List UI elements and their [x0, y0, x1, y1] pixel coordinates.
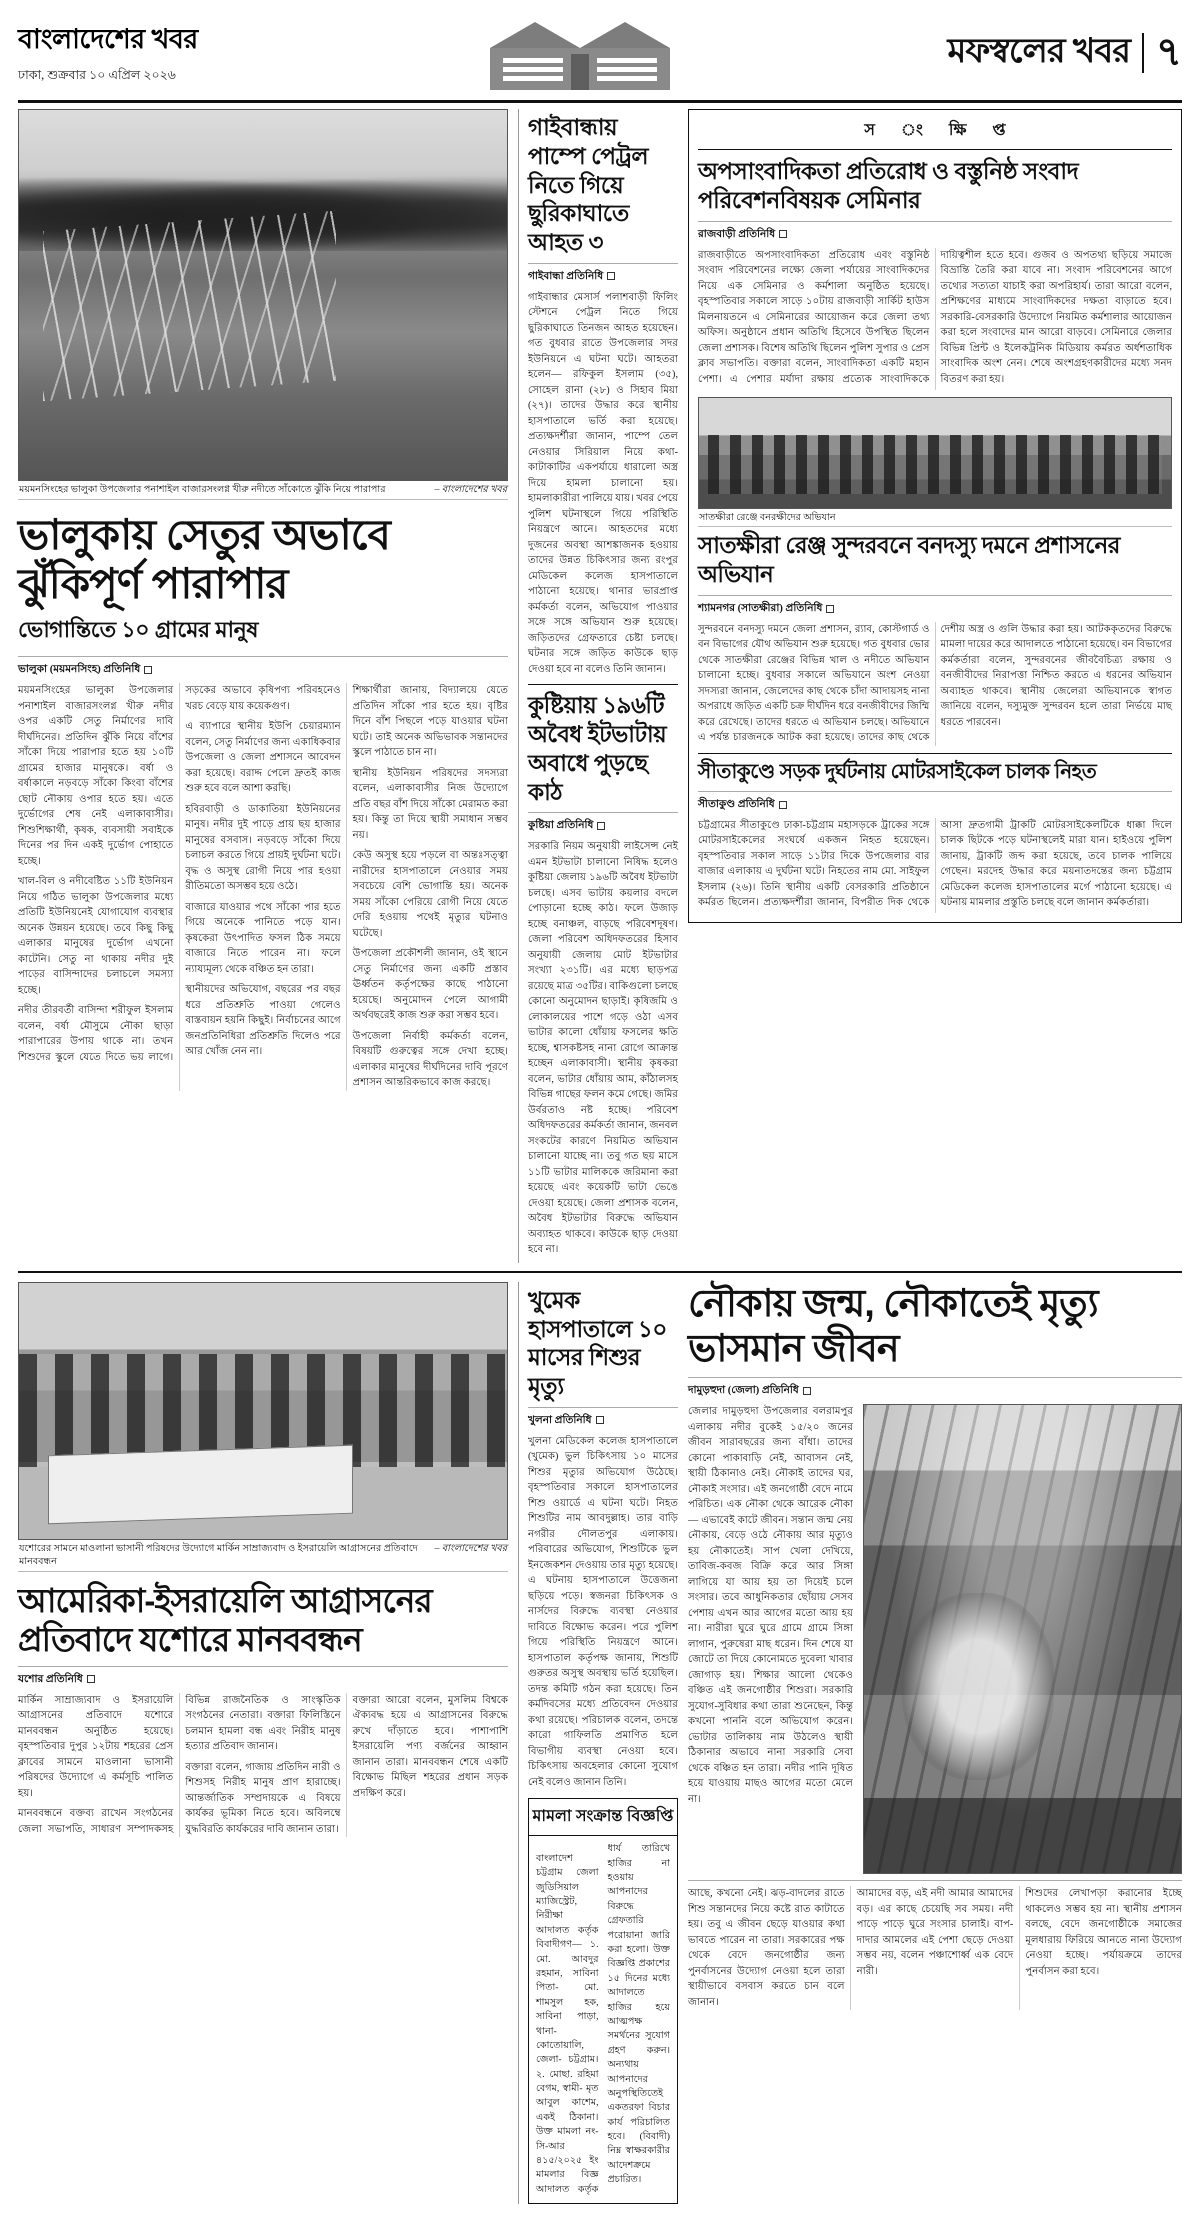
summary-char: ক্ষি: [948, 122, 967, 139]
protest-story: [18, 1282, 508, 2204]
byline-marker-icon: [779, 801, 787, 809]
kushtia-para: সরকারি নিয়ম অনুযায়ী লাইসেন্স নেই এমন ইটভাটা চালানো নিষিদ্ধ হলেও কুষ্টিয়া জেলায় ১৯৬টি অবৈধ ইটভাটা চলছে। এসব ভাটায় কয়লার বদলে পোড়ানো হচ্ছে কাঠ। ফলে উজাড় হচ্ছে বনাঞ্চল, বাড়ছে পরিবেশদূষণ। জেলা পরিবেশ অধিদফতরের হিসাব অনুযায়ী জেলায় মোট ইটভাটার সংখ্যা ২৩১টি। এর মধ্যে ছাড়পত্র রয়েছে মাত্র ৩৫টির। বাকিগুলো চলছে কোনো অনুমোদন ছাড়াই। কৃষিজমি ও লোকালয়ের পাশে গড়ে ওঠা এসব ভাটার কালো ধোঁয়ায় ফসলের ক্ষতি হচ্ছে, শ্বাসকষ্টসহ নানা রোগে আক্রান্ত হচ্ছেন এলাকাবাসী। স্থানীয় কৃষকরা বলেন, ভাটার ধোঁয়ায় আম, কাঁঠালসহ বিভিন্ন গাছের ফলন কমে গেছে। জমির উর্বরতাও নষ্ট হচ্ছে। পরিবেশ অধিদফতরের কর্মকর্তা জানান, জনবল সংকটের কারণে নিয়মিত অভিযান চালানো যাচ্ছে না। তবু গত ছয় মাসে ১১টি ভাটার মালিককে জরিমানা করা হয়েছে এবং কয়েকটি ভাটা ভেঙে দেওয়া হয়েছে। জেলা প্রশাসক বলেন, অবৈধ ইটভাটার বিরুদ্ধে অভিযান অব্যাহত থাকবে। কাউকে ছাড় দেওয়া হবে না।: [528, 841, 678, 1256]
protest-body: [18, 1693, 508, 1838]
boat-headline: নৌকায় জন্ম, নৌকাতেই মৃত্যু ভাসমান জীবন: [688, 1282, 1098, 1370]
kushtia-byline-text: কুষ্টিয়া প্রতিনিধি: [528, 820, 594, 832]
summary-box-title: [698, 117, 1172, 150]
gaibandha-headline: গাইবান্ধায় পাম্পে পেট্রল নিতে গিয়ে ছুরিকাঘাতে আহত ৩: [528, 114, 648, 255]
boat-photo: [863, 1404, 1182, 1874]
lead-para: এ ব্যাপারে স্থানীয় ইউপি চেয়ারম্যান বলেন, সেতু নির্মাণের জন্য একাধিকবার উপজেলা ও জেলা প্রশাসনে আবেদন করা হয়েছে। বরাদ্দ পেলে দ্রুতই কাজ শুরু হবে বলে আশা করছি।: [185, 721, 341, 795]
byline-marker-icon: [596, 1416, 604, 1424]
boat-rule: [688, 1377, 1182, 1378]
byline-marker-icon: [803, 1387, 811, 1395]
boat-bottom-para: আছে, কখনো নেই। ঝড়-বাদলের রাতে শিশু সন্তানদের নিয়ে কষ্টে রাত কাটাতে হয়। তবু এ জীবন ছেড়ে যাওয়ার কথা ভাবতে পারেন না তারা। সরকারের পক্ষ থেকে বেদে জনগোষ্ঠীর জন্য পুনর্বাসনের উদ্যোগ নেওয়া হলে তারা স্থায়ীভাবে বসবাস করতে চান বলে জানান।: [688, 1888, 845, 2008]
gaibandha-byline: [528, 269, 678, 286]
boat-byline-text: দামুড়হুদা (জেলা) প্রতিনিধি: [688, 1385, 799, 1397]
masthead-left: [18, 19, 318, 87]
byline-marker-icon: [597, 822, 605, 830]
byline-marker-icon: [607, 272, 615, 280]
protest-headline: আমেরিকা-ইসরায়েলি আগ্রাসনের প্রতিবাদে যশোরে মানববন্ধন: [18, 1581, 432, 1658]
summary-char: প্ত: [992, 122, 1006, 139]
byline-marker-icon: [779, 230, 787, 238]
lead-subhead: ভোগান্তিতে ১০ গ্রামের মানুষ: [18, 617, 259, 643]
c2-rule-3: [528, 812, 678, 813]
summary-box: [688, 109, 1182, 923]
c3-rule-1: [698, 221, 1172, 222]
lead-headline: ভালুকায় সেতুর অভাবে ঝুঁকিপূর্ণ পারাপার: [18, 510, 390, 608]
boat-bottom-para: শিশুদের লেখাপড়া করানোর ইচ্ছে থাকলেও সম্ভব হয় না। স্থানীয় প্রশাসন বলছে, বেদে জনগোষ্ঠীকে সমাজের মূলধারায় ফিরিয়ে আনতে নানা উদ্যোগ নেওয়া হচ্ছে। পর্যায়ক্রমে তাদের পুনর্বাসন করা হবে।: [1025, 1888, 1182, 1977]
bottom-grid: [18, 1282, 1182, 2204]
lead-para: স্থানীয় ইউনিয়ন পরিষদের সদস্যরা বলেন, এলাকাবাসীর নিজ উদ্যোগে প্রতি বছর বাঁশ দিয়ে সাঁকো মেরামত করা হয়। কিন্তু তা দিয়ে স্থায়ী সমাধান সম্ভব নয়।: [352, 767, 508, 841]
lead-body: [18, 683, 508, 1091]
seminar-byline: [698, 227, 1172, 244]
protest-para: বক্তারা আরো বলেন, মুসলিম বিশ্বকে ঐক্যবদ্ধ হয়ে এ আগ্রাসনের বিরুদ্ধে রুখে দাঁড়াতে হবে। পাশাপাশি ইসরায়েলি পণ্য বর্জনের আহ্বান জানান তারা। মানববন্ধন শেষে একটি বিক্ষোভ মিছিল শহরের প্রধান সড়ক প্রদক্ষিণ করে।: [352, 1694, 508, 1799]
khumek-rule: [528, 1407, 678, 1408]
protest-photo-caption-row: [18, 1540, 508, 1572]
sitakunda-headline: সীতাকুণ্ডে সড়ক দুর্ঘটনায় মোটরসাইকেল চালক নিহত: [698, 760, 1097, 783]
top-grid: [18, 109, 1182, 1273]
sundarban-byline: [698, 601, 1172, 618]
byline-marker-icon: [87, 1675, 95, 1683]
lead-photo: [18, 109, 508, 481]
sundarban-photo: [698, 397, 1172, 509]
sitakunda-byline-text: সীতাকুণ্ড প্রতিনিধি: [698, 798, 775, 810]
boat-left-body: [688, 1404, 853, 1874]
c2-rule-1: [528, 263, 678, 264]
boat-rule-2: [688, 1880, 1182, 1881]
lead-para: উপজেলা প্রকৌশলী জানান, ওই স্থানে সেতু নির্মাণের জন্য একটি প্রস্তাব ঊর্ধ্বতন কর্তৃপক্ষের কাছে পাঠানো হয়েছে। অনুমোদন পেলে আগামী অর্থবছরেই কাজ শুরু করা সম্ভব হবে।: [352, 948, 508, 1022]
lead-photo-caption: ময়মনসিংহের ভালুকা উপজেলার পনাশাইল বাজারসংলগ্ন খীরু নদীতে সাঁকোতে ঝুঁকি নিয়ে পারাপার: [19, 484, 386, 495]
c3-rule-4: [698, 791, 1172, 792]
seminar-para: রাজবাড়ীতে অপসাংবাদিকতা প্রতিরোধ এবং বস্তুনিষ্ঠ সংবাদ পরিবেশনের লক্ষ্যে জেলা পর্যায়ের সাংবাদিকদের নিয়ে এক সেমিনার ও কর্মশালা অনুষ্ঠিত হয়েছে। বৃহস্পতিবার সকালে সাড়ে ১০টায় রাজবাড়ী সার্কিট হাউস মিলনায়তনে এ সেমিনারের আয়োজন করে জেলা তথ্য অফিস। অনুষ্ঠানে প্রধান অতিথি হিসেবে উপস্থিত ছিলেন জেলা প্রশাসক। বিশেষ অতিথি ছিলেন পুলিশ সুপার ও প্রেস ক্লাব সভাপতি। বক্তারা বলেন, সাংবাদিকতা একটি মহান পেশা। এ পেশার মর্যাদা রক্ষায় প্রত্যেক সাংবাদিককে দায়িত্বশীল হতে হবে। গুজব ও অপতথ্য ছড়িয়ে সমাজে বিভ্রান্তি তৈরি করা যাবে না। সংবাদ পরিবেশনের আগে তথ্যের সত্যতা যাচাই করা অপরিহার্য। তারা আরো বলেন, প্রশিক্ষণের মাধ্যমে সাংবাদিকদের দক্ষতা বাড়াতে হবে। সরকারি-বেসরকারি উদ্যোগে নিয়মিত কর্মশালার আয়োজন করা হলে সংবাদের মান আরো বাড়বে। সেমিনারে জেলার বিভিন্ন প্রিন্ট ও ইলেকট্রনিক মিডিয়ায় কর্মরত অর্ধশতাধিক সাংবাদিক অংশ নেন। শেষে অংশগ্রহণকারীদের মধ্যে সনদ বিতরণ করা হয়।: [698, 249, 1172, 385]
protest-photo-credit: – বাংলাদেশের খবর: [434, 1542, 507, 1554]
lead-para: হবিরবাড়ী ও ডাকাতিয়া ইউনিয়নের মানুষ। নদীর দুই পাড়ে প্রায় ছয় হাজার মানুষের বসবাস। নড়বড়ে সাঁকো দিয়ে চলাচল করতে গিয়ে প্রায়ই দুর্ঘটনা ঘটে। বৃদ্ধ ও অসুস্থ রোগী নিয়ে পার হওয়া রীতিমতো অসম্ভব হয়ে ওঠে।: [185, 803, 341, 893]
publication-date: ঢাকা, শুক্রবার ১০ এপ্রিল ২০২৬: [18, 68, 176, 82]
sitakunda-para: চট্টগ্রামের সীতাকুণ্ডে ঢাকা-চট্টগ্রাম মহাসড়কে ট্রাকের সঙ্গে মোটরসাইকেলের সংঘর্ষে একজন নিহত হয়েছেন। বৃহস্পতিবার সকাল সাড়ে ১১টার দিকে উপজেলার বার বাজার এলাকায় এ দুর্ঘটনা ঘটে। নিহতের নাম মো. সাইফুল ইসলাম (২৬)। তিনি স্থানীয় একটি বেসরকারি প্রতিষ্ঠানে কর্মরত ছিলেন। প্রত্যক্ষদর্শীরা জানান, বিপরীত দিক থেকে আসা দ্রুতগামী ট্রাকটি মোটরসাইকেলটিকে ধাক্কা দিলে চালক ছিটকে পড়ে ঘটনাস্থলেই মারা যান। হাইওয়ে পুলিশ জানায়, ট্রাকটি জব্দ করা হয়েছে, তবে চালক পালিয়ে গেছেন। মরদেহ উদ্ধার করে ময়নাতদন্তের জন্য চট্টগ্রাম মেডিকেল কলেজ হাসপাতালের মর্গে পাঠানো হয়েছে। এ ঘটনায় মামলার প্রস্তুতি চলছে বলে জানান কর্মকর্তারা।: [698, 819, 1172, 909]
lead-story: [18, 109, 508, 1263]
protest-byline-text: যশোর প্রতিনিধি: [18, 1673, 83, 1685]
legal-notice-box: [528, 1798, 678, 2204]
boat-para: জেলার দামুড়হুদা উপজেলার বলরামপুর এলাকায় নদীর বুকেই ১৫/২০ জনের জীবন সারাবছরের জন্য বাঁধা। তাদের কোনো পাকাবাড়ি নেই, আবাসন নেই, স্থায়ী ঠিকানাও নেই। নৌকাই তাদের ঘর, নৌকাই সংসার। এই জনগোষ্ঠী বেদে নামে পরিচিত। এক নৌকা থেকে আরেক নৌকা— এভাবেই কাটে জীবন। সন্তান জন্ম নেয় নৌকায়, বেড়ে ওঠে নৌকায় আর মৃত্যুও হয় নৌকাতেই। সাপ খেলা দেখিয়ে, তাবিজ-কবজ বিক্রি করে আর সিঙ্গা লাগিয়ে যা আয় হয় তা দিয়েই চলে সংসার। তবে আধুনিকতার ছোঁয়ায় সেসব পেশায় এখন আর আগের মতো আয় হয় না। নারীরা ঘুরে ঘুরে গ্রামে গ্রামে সিঙ্গা লাগান, পুরুষেরা মাছ ধরেন। দিন শেষে যা জোটে তা দিয়ে কোনোমতে দুবেলা খাবার জোগাড় হয়। শিক্ষার আলো থেকেও বঞ্চিত এই জনগোষ্ঠীর শিশুরা। সরকারি সুযোগ-সুবিধার কথা তারা শুনেছেন, কিন্তু কখনো পাননি বলে অভিযোগ করেন। ভোটার তালিকায় নাম উঠলেও স্থায়ী ঠিকানার অভাবে নানা সরকারি সেবা থেকে বঞ্চিত হন তারা। নদীর পানি দূষিত হয়ে যাওয়ায় মাছও আগের মতো মেলে না।: [688, 1406, 853, 1805]
boat-layout: [688, 1404, 1182, 1874]
gaibandha-byline-text: গাইবান্ধা প্রতিনিধি: [528, 270, 604, 282]
protest-rule: [18, 1666, 508, 1667]
khumek-byline: [528, 1413, 678, 1430]
khumek-byline-text: খুলনা প্রতিনিধি: [528, 1414, 592, 1426]
section-title: মফস্বলের খবর: [947, 31, 1130, 70]
sitakunda-byline: [698, 797, 1172, 814]
khumek-body: [528, 1434, 678, 1791]
legal-notice-body: [529, 1836, 677, 2203]
sundarban-body: [698, 622, 1172, 746]
summary-char: ং: [901, 122, 923, 139]
sundarban-photo-caption: সাতক্ষীরা রেঞ্জে বনরক্ষীদের অভিযান: [699, 511, 836, 523]
legal-notice-para: বাংলাদেশ চট্টগ্রাম জেলা জুডিসিয়াল ম্যাজিস্ট্রেট, নিরীক্ষা আদালত কর্তৃক বিবাদীগণ— ১. মো. আবদুর রহমান, সাবিনা পিতা- মো. শামসুল হক, সাবিনা পাড়া, থানা- কোতোয়ালি, জেলা- চট্টগ্রাম। ২. মোছা. রহিমা বেগম, স্বামী- মৃত আবুল কাশেম, একই ঠিকানা। উক্ত মামলা নং- সি-আর ৪১৫/২০২৫ ইং মামলার বিজ্ঞ আদালত কর্তৃক ধার্য তারিখে হাজির না হওয়ায় আপনাদের বিরুদ্ধে গ্রেফতারি পরোয়ানা জারি করা হলো। উক্ত বিজ্ঞপ্তি প্রকাশের ১৫ দিনের মধ্যে আদালতে হাজির হয়ে আত্মপক্ষ সমর্থনের সুযোগ গ্রহণ করুন। অন্যথায় আপনাদের অনুপস্থিতিতেই একতরফা বিচার কার্য পরিচালিত হবে। (বিবাদী) নিম্ন স্বাক্ষরকারীর আদেশক্রমে প্রচারিত।: [536, 1843, 670, 2195]
lead-para: খাল-বিল ও নদীবেষ্টিত ১১টি ইউনিয়ন নিয়ে গঠিত ভালুকা উপজেলার মধ্যে প্রতিটি ইউনিয়নেই যোগাযোগ ব্যবস্থার অনেক উন্নয়ন হয়েছে। তবে কিছু কিছু এলাকার মানুষের দুর্ভোগ এখনো কাটেনি। সেতু না থাকায় নদীর দুই পাড়ের বাসিন্দাদের চলাচলে সমস্যা হচ্ছে।: [18, 876, 174, 996]
kushtia-body: [528, 839, 678, 1258]
lead-para: কেউ অসুস্থ হয়ে পড়লে বা অন্তঃসত্ত্বা নারীদের হাসপাতালে নেওয়ার সময় সবচেয়ে বেশি ভোগান্তি হয়। অনেক সময় সাঁকো পেরিয়ে রোগী নিয়ে যেতে দেরি হওয়ায় পথেই মৃত্যুর ঘটনাও ঘটেছে।: [352, 850, 508, 939]
seminar-body: [698, 248, 1172, 390]
gaibandha-body: [528, 290, 678, 678]
legal-notice-title: মামলা সংক্রান্ত বিজ্ঞপ্তি: [529, 1799, 677, 1836]
boat-byline: [688, 1383, 1182, 1400]
lead-photo-credit: – বাংলাদেশের খবর: [434, 484, 507, 495]
masthead: [18, 14, 1182, 103]
building-icon: [475, 14, 685, 92]
column-two: [518, 109, 678, 1263]
lead-para: বাজারে যাওয়ার পথে সাঁকো পার হতে গিয়ে অনেকে পানিতে পড়ে যান। কৃষকেরা উৎপাদিত ফসল ঠিক সময়ে বাজারে নিতে পারেন না। ফলে ন্যায্যমূল্য থেকে বঞ্চিত হন তারা।: [185, 901, 341, 975]
lead-para: উপজেলা নির্বাহী কর্মকর্তা বলেন, বিষয়টি গুরুত্বের সঙ্গে দেখা হচ্ছে। এলাকার মানুষের দীর্ঘদিনের দাবি পূরণে প্রশাসন আন্তরিকভাবে কাজ করছে।: [352, 1030, 508, 1089]
c3-rule-2: [698, 595, 1172, 596]
byline-marker-icon: [144, 666, 152, 674]
protest-para: বক্তারা বলেন, গাজায় প্রতিদিন নারী ও শিশুসহ নিরীহ মানুষ প্রাণ হারাচ্ছে। আন্তর্জাতিক সম্প্রদায়কে এ বিষয়ে কার্যকর ভূমিকা নিতে হবে। অবিলম্বে যুদ্ধবিরতি কার্যকরের দাবি জানান তারা।: [185, 1761, 341, 1835]
lead-byline: [18, 662, 508, 679]
paper-logo: বাংলাদেশের খবর: [18, 24, 198, 54]
lead-para: শিক্ষার্থীরা জানায়, বিদ্যালয়ে যেতে প্রতিদিন সাঁকো পার হতে হয়। বৃষ্টির দিনে বাঁশ পিছলে পড়ে যাওয়ার ঘটনা ঘটে। তাই অনেক অভিভাবক সন্তানদের স্কুলে পাঠাতে চান না।: [352, 685, 508, 759]
kushtia-headline: কুষ্টিয়ায় ১৯৬টি অবৈধ ইটভাটায় অবাধে পুড়ছে কাঠ: [528, 692, 667, 805]
lead-rule: [18, 656, 508, 657]
gaibandha-para: গাইবান্ধার মেসার্স পলাশবাড়ী ফিলিং স্টেশনে পেট্রল নিতে গিয়ে ছুরিকাঘাতে তিনজন আহত হয়েছেন। গত বুধবার রাতে উপজেলার সদর ইউনিয়নে এ ঘটনা ঘটে। আহতরা হলেন— রফিকুল ইসলাম (৩৫), সোহেল রানা (২৮) ও সিহাব মিয়া (২৭)। তাদের উদ্ধার করে স্থানীয় হাসপাতালে ভর্তি করা হয়েছে। প্রত্যক্ষদর্শীরা জানান, পাম্পে তেল নেওয়ার সিরিয়াল নিয়ে কথা-কাটাকাটির একপর্যায়ে ধারালো অস্ত্র দিয়ে হামলা চালানো হয়। হামলাকারীরা পালিয়ে যায়। খবর পেয়ে পুলিশ ঘটনাস্থলে গিয়ে পরিস্থিতি নিয়ন্ত্রণে আনে। আহতদের মধ্যে দুজনের অবস্থা আশঙ্কাজনক হওয়ায় তাদের উন্নত চিকিৎসার জন্য রংপুর মেডিকেল কলেজ হাসপাতালে পাঠানো হয়েছে। থানার ভারপ্রাপ্ত কর্মকর্তা বলেন, অভিযোগ পাওয়ার সঙ্গে সঙ্গে অভিযান শুরু হয়েছে। জড়িতদের গ্রেফতারে চেষ্টা চলছে। ঘটনার সঙ্গে জড়িত কাউকে ছাড় দেওয়া হবে না বলেও তিনি জানান।: [528, 291, 678, 675]
sitakunda-body: [698, 818, 1172, 914]
sundarban-para: সুন্দরবনে বনদস্যু দমনে জেলা প্রশাসন, র‌্যাব, কোস্টগার্ড ও বন বিভাগের যৌথ অভিযান শুরু হয়েছে। গত বুধবার ভোর থেকে সাতক্ষীরা রেঞ্জের বিভিন্ন খাল ও নদীতে অভিযান চালানো হচ্ছে। বুধবার সকালে অভিযানে অংশ নেওয়া সদস্যরা জানান, জেলেদের কাছ থেকে চাঁদা আদায়সহ নানা অপরাধে জড়িত একটি চক্র দীর্ঘদিন ধরে বনজীবীদের জিম্মি করে রেখেছে। তাদের ধরতে এ অভিযান চলছে। অভিযানে এ পর্যন্ত চারজনকে আটক করা হয়েছে। তাদের কাছ থেকে দেশীয় অস্ত্র ও গুলি উদ্ধার করা হয়। আটককৃতদের বিরুদ্ধে মামলা দায়ের করে আদালতে পাঠানো হয়েছে। বন বিভাগের কর্মকর্তারা বলেন, সুন্দরবনের জীববৈচিত্র্য রক্ষায় ও বনজীবীদের নিরাপত্তা নিশ্চিত করতে এ ধরনের অভিযান অব্যাহত থাকবে। স্থানীয় জেলেরা অভিযানকে স্বাগত জানিয়ে বলেন, দস্যুমুক্ত সুন্দরবন হলে তারা নির্ভয়ে মাছ ধরতে পারবেন।: [698, 623, 1172, 744]
sundarban-headline: সাতক্ষীরা রেঞ্জ সুন্দরবনে বনদস্যু দমনে প্রশাসনের অভিযান: [698, 532, 1120, 588]
lead-byline-text: ভালুকা (ময়মনসিংহ) প্রতিনিধি: [18, 664, 141, 676]
column-three: [688, 109, 1182, 1263]
boat-bottom-body: [688, 1886, 1182, 2010]
sundarban-photo-caption-row: [698, 509, 1172, 528]
page-number: ৭: [1155, 29, 1182, 74]
khumek-headline: খুমেক হাসপাতালে ১০ মাসের শিশুর মৃত্যু: [528, 1286, 667, 1399]
khumek-para: খুলনা মেডিকেল কলেজ হাসপাতালে (খুমেক) ভুল চিকিৎসায় ১০ মাসের শিশুর মৃত্যুর অভিযোগ উঠেছে। বৃহস্পতিবার সকালে হাসপাতালের শিশু ওয়ার্ডে এ ঘটনা ঘটে। নিহত শিশুটির নাম আবদুল্লাহ। তার বাড়ি নগরীর দৌলতপুর এলাকায়। পরিবারের অভিযোগ, শিশুটিকে ভুল ইনজেকশন দেওয়ায় তার মৃত্যু হয়েছে। এ ঘটনায় হাসপাতালে উত্তেজনা ছড়িয়ে পড়ে। স্বজনরা চিকিৎসক ও নার্সদের বিরুদ্ধে ব্যবস্থা নেওয়ার দাবিতে বিক্ষোভ করেন। পরে পুলিশ গিয়ে পরিস্থিতি নিয়ন্ত্রণে আনে। হাসপাতাল কর্তৃপক্ষ জানায়, শিশুটি গুরুতর অসুস্থ অবস্থায় ভর্তি হয়েছিল। তদন্ত কমিটি গঠন করা হয়েছে। তিন কর্মদিবসের মধ্যে প্রতিবেদন দেওয়ার কথা রয়েছে। পরিচালক বলেন, তদন্তে কারো গাফিলতি প্রমাণিত হলে বিভাগীয় ব্যবস্থা নেওয়া হবে। চিকিৎসায় অবহেলার কোনো সুযোগ নেই বলেও জানান তিনি।: [528, 1435, 678, 1788]
seminar-headline: অপসাংবাদিকতা প্রতিরোধ ও বস্তুনিষ্ঠ সংবাদ পরিবেশনবিষয়ক সেমিনার: [698, 158, 1079, 213]
khumek-column: [518, 1282, 678, 2204]
protest-para: মানববন্ধনে বক্তব্য রাখেন সংগঠনের জেলা সভাপতি, সাধারণ সম্পাদকসহ বিভিন্ন রাজনৈতিক ও সাংস্কৃতিক সংগঠনের নেতারা। বক্তারা ফিলিস্তিনে চলমান হামলা বন্ধ এবং নিরীহ মানুষ হত্যার প্রতিবাদ জানান।: [18, 1694, 341, 1835]
lead-para: ময়মনসিংহের ভালুকা উপজেলার পনাশাইল বাজারসংলগ্ন খীরু নদীর ওপর একটি সেতু নির্মাণের দাবি দীর্ঘদিনের। প্রতিদিন ঝুঁকি নিয়ে বাঁশের সাঁকো দিয়ে পারাপার হতে হয় ১০টি গ্রামের হাজার মানুষকে। বর্ষা ও বর্ষাকালে নড়বড়ে সাঁকো কিংবা বাঁশের ছোট নৌকায় ওপার হতে হয়। এতে দুর্ভোগের শেষ নেই এলাকাবাসীর। শিশুশিক্ষার্থী, কৃষক, ব্যবসায়ী সবাইকে দিনের পর দিন একই দুর্ভোগ পোহাতে হচ্ছে।: [18, 685, 174, 867]
c2-rule-2: [528, 684, 678, 685]
protest-para: মার্কিন সাম্রাজ্যবাদ ও ইসরায়েলি আগ্রাসনের প্রতিবাদে যশোরে মানববন্ধন অনুষ্ঠিত হয়েছে। বৃহস্পতিবার দুপুর ১২টায় শহরের প্রেস ক্লাবের সামনে মাওলানা ভাসানী পরিষদের উদ্যোগে এ কর্মসূচি পালিত হয়।: [18, 1694, 174, 1799]
lead-para: নদীর তীরবর্তী বাসিন্দা শরীফুল ইসলাম বলেন, বর্ষা মৌসুমে নৌকা ছাড়া পারাপারের উপায় থাকে না। তখন শিশুদের স্কুলে যেতে দিতে ভয় লাগে। সড়কের অভাবে কৃষিপণ্য পরিবহনেও খরচ বেড়ে যায় কয়েকগুণ।: [18, 685, 341, 1063]
masthead-divider: [1142, 33, 1144, 73]
byline-marker-icon: [826, 605, 834, 613]
summary-char: স: [864, 122, 875, 139]
seminar-byline-text: রাজবাড়ী প্রতিনিধি: [698, 228, 776, 240]
boat-story: [688, 1282, 1182, 2204]
sundarban-byline-text: শ্যামনগর (সাতক্ষীরা) প্রতিনিধি: [698, 602, 823, 614]
masthead-right: [842, 20, 1182, 87]
protest-byline: [18, 1672, 508, 1689]
lead-photo-caption-row: [18, 481, 508, 500]
kushtia-byline: [528, 818, 678, 835]
c3-rule-3: [698, 753, 1172, 754]
protest-photo: [18, 1282, 508, 1540]
protest-photo-caption: যশোরের সামনে মাওলানা ভাসানী পরিষদের উদ্যোগে মার্কিন সাম্রাজ্যবাদ ও ইসরায়েলি আগ্রাসনের প্রতিবাদে মানববন্ধন: [19, 1542, 418, 1567]
masthead-emblem: [318, 14, 842, 92]
boat-bottom-para: আমাদের বড়, এই নদী আমার আমাদের বড়। এর কাছে চেয়েছি সব সময়। নদী পাড়ে পাড়ে ঘুরে সংসার চালাই। বাপ-দাদার আমলের এই পেশা ছেড়ে দেওয়া সম্ভব নয়, বলেন পঞ্চাশোর্ধ্ব এক বেদে নারী।: [856, 1888, 1014, 1977]
lead-para: স্থানীয়দের অভিযোগ, বছরের পর বছর ধরে প্রতিশ্রুতি পাওয়া গেলেও বাস্তবায়ন হয়নি কিছুই। নির্বাচনের আগে জনপ্রতিনিধিরা প্রতিশ্রুতি দিলেও পরে আর খোঁজ নেন না।: [185, 984, 341, 1058]
